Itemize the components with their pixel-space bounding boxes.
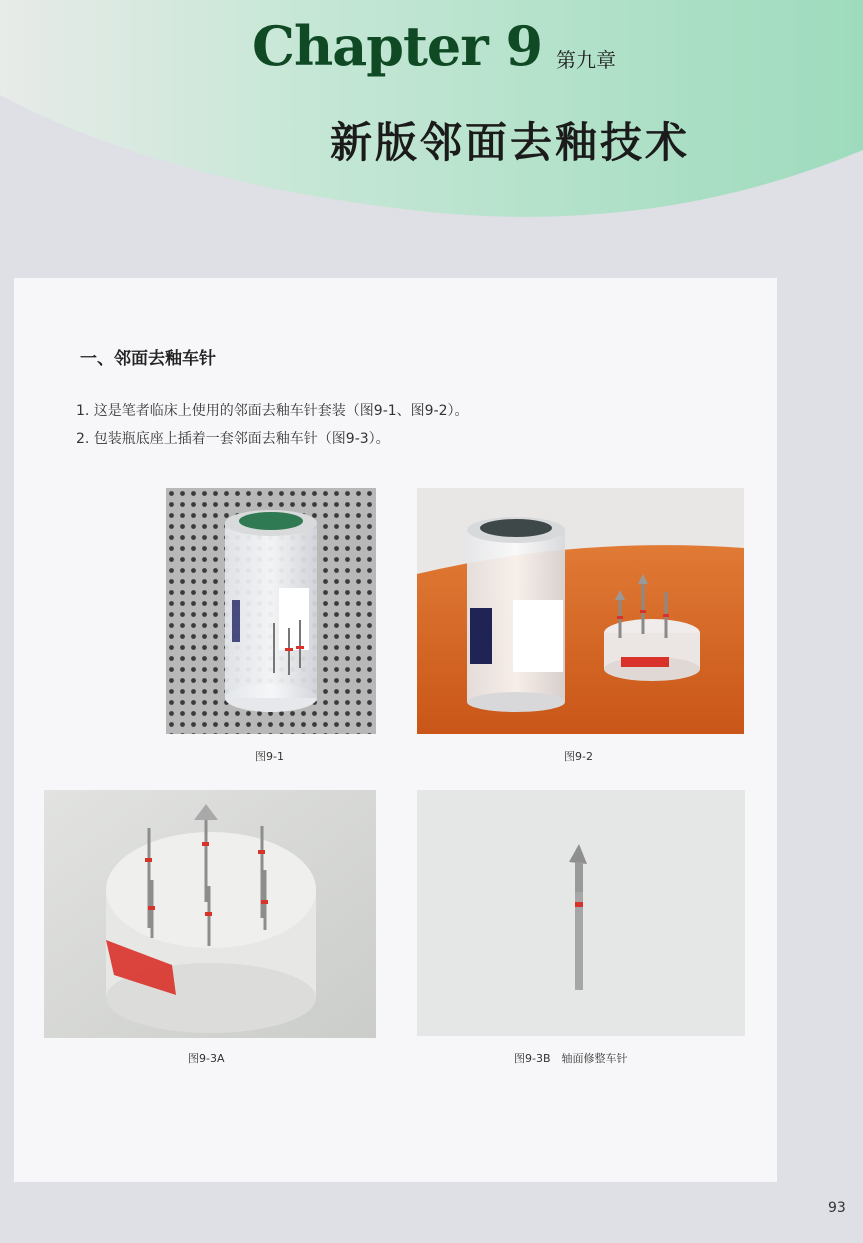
figure-caption: 图9-3A bbox=[188, 1052, 225, 1065]
content-panel bbox=[14, 278, 777, 1182]
figure-9-2-photo bbox=[417, 488, 744, 734]
page-number: 93 bbox=[828, 1200, 846, 1216]
section-heading: 一、邻面去釉车针 bbox=[80, 349, 216, 369]
figure-9-1-photo bbox=[166, 488, 376, 734]
chapter-number-chinese: 第九章 bbox=[556, 48, 616, 72]
figure-9-3b-photo bbox=[417, 790, 745, 1036]
figure-caption: 图9-3B 轴面修整车针 bbox=[514, 1052, 628, 1065]
paragraph: 1. 这是笔者临床上使用的邻面去釉车针套装（图9-1、图9-2）。 bbox=[76, 403, 469, 419]
chapter-banner bbox=[0, 0, 863, 230]
figure-9-3a-photo bbox=[44, 790, 376, 1038]
figure-caption: 图9-1 bbox=[255, 750, 284, 763]
figure-caption: 图9-2 bbox=[564, 750, 593, 763]
paragraph: 2. 包装瓶底座上插着一套邻面去釉车针（图9-3）。 bbox=[76, 431, 390, 447]
chapter-number: Chapter 9 bbox=[252, 14, 543, 78]
chapter-title: 新版邻面去釉技术 bbox=[330, 118, 691, 167]
